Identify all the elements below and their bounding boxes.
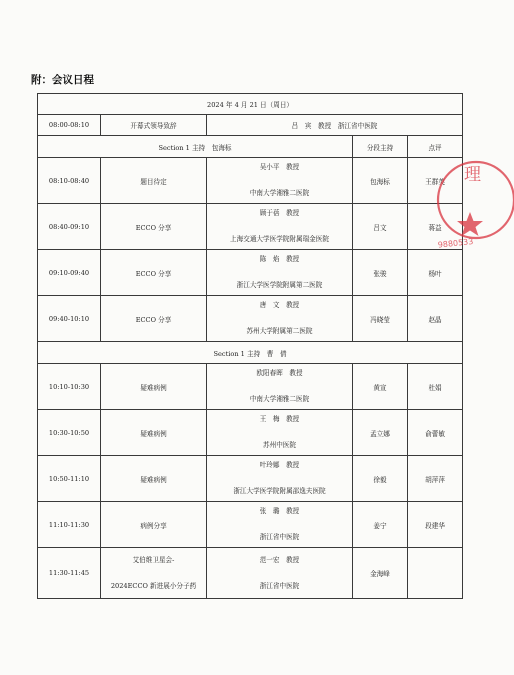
moderator-cell: 徐毅 xyxy=(353,456,408,502)
speaker-cell xyxy=(207,158,353,204)
speaker-name: 吴小平 教授 xyxy=(259,163,300,172)
speaker-org: 浙江省中医院 xyxy=(259,533,300,541)
topic-cell: 疑难病例 xyxy=(101,364,207,410)
table-row xyxy=(38,548,463,599)
topic-line-2: 2024ECCO 新进展小分子药 xyxy=(110,581,197,590)
speaker-name: 顾于蓓 教授 xyxy=(259,209,300,218)
moderator-cell: 黄宣 xyxy=(353,364,408,410)
speaker-org: 中南大学湘雅二医院 xyxy=(249,189,310,197)
moderator-cell: 包海标 xyxy=(353,158,408,204)
moderator-cell: 孟立娜 xyxy=(353,410,408,456)
commentator-cell: 杨叶 xyxy=(408,250,463,296)
table-row xyxy=(38,296,463,342)
time-cell: 08:10-08:40 xyxy=(38,158,101,204)
speaker-org: 浙江大学医学院附属邵逸夫医院 xyxy=(233,487,326,495)
speaker-name: 王 梅 教授 xyxy=(259,415,300,424)
topic-cell: 疑难病例 xyxy=(101,410,207,456)
topic-cell: ECCO 分享 xyxy=(101,296,207,342)
moderator-cell: 张骏 xyxy=(353,250,408,296)
speaker-name: 陈 焰 教授 xyxy=(259,255,300,264)
time-cell: 09:40-10:10 xyxy=(38,296,101,342)
moderator-header: 分段主持 xyxy=(353,136,408,158)
moderator-cell: 冯晓莹 xyxy=(353,296,408,342)
table-row xyxy=(38,364,463,410)
speaker-cell xyxy=(207,204,353,250)
time-cell: 10:30-10:50 xyxy=(38,410,101,456)
speaker-name: 范一宏 教授 xyxy=(259,555,300,564)
table-row xyxy=(38,158,463,204)
speaker-cell xyxy=(207,548,353,599)
commentator-cell: 俞蕾敏 xyxy=(408,410,463,456)
speaker-name: 唐 文 教授 xyxy=(259,301,300,310)
table-row xyxy=(38,456,463,502)
table-row xyxy=(38,410,463,456)
table-row xyxy=(38,204,463,250)
topic-cell: 开幕式领导致辞 xyxy=(101,115,207,136)
table-row xyxy=(38,502,463,548)
speaker-org: 中南大学湘雅二医院 xyxy=(249,395,310,403)
topic-cell: 疑难病例 xyxy=(101,456,207,502)
topic-line-1: 艾伯维卫星会- xyxy=(132,555,175,564)
time-cell: 10:50-11:10 xyxy=(38,456,101,502)
speaker-org: 浙江省中医院 xyxy=(259,581,300,590)
speaker-cell xyxy=(207,410,353,456)
moderator-cell: 姜宁 xyxy=(353,502,408,548)
topic-cell: 题目待定 xyxy=(101,158,207,204)
time-cell: 10:10-10:30 xyxy=(38,364,101,410)
seal-code: 9880533 xyxy=(437,236,474,250)
topic-cell: 病例分享 xyxy=(101,502,207,548)
topic-cell xyxy=(101,548,207,599)
speaker-name: 张 璐 教授 xyxy=(259,507,300,516)
commentator-cell: 王群英 xyxy=(408,158,463,204)
speaker-org: 上海交通大学医学院附属瑞金医院 xyxy=(230,235,329,243)
speaker-org: 浙江大学医学院附属第二医院 xyxy=(236,281,323,289)
speaker-org: 苏州中医院 xyxy=(263,441,296,449)
commentator-cell: 杜娟 xyxy=(408,364,463,410)
commentator-cell: 胡萍萍 xyxy=(408,456,463,502)
time-cell: 09:10-09:40 xyxy=(38,250,101,296)
speaker-cell xyxy=(207,502,353,548)
section-chair: Section 1 主持 包海标 xyxy=(38,136,353,158)
time-cell: 08:00-08:10 xyxy=(38,115,101,136)
commentator-cell: 赵晶 xyxy=(408,296,463,342)
time-cell: 11:10-11:30 xyxy=(38,502,101,548)
speaker-cell xyxy=(207,250,353,296)
date-row: 2024 年 4 月 21 日（周日） xyxy=(38,94,463,115)
schedule-table xyxy=(37,93,463,599)
page-heading: 附：会议日程 xyxy=(31,74,94,86)
time-cell: 08:40-09:10 xyxy=(38,204,101,250)
section-chair: Section 1 主持 曹 倩 xyxy=(38,342,463,364)
topic-cell: ECCO 分享 xyxy=(101,250,207,296)
speaker-name: 欧阳春晖 教授 xyxy=(256,369,303,378)
moderator-cell: 吕文 xyxy=(353,204,408,250)
commentator-cell: 段建华 xyxy=(408,502,463,548)
speaker-name: 叶玲娜 教授 xyxy=(259,461,300,470)
speaker-org: 苏州大学附属第二医院 xyxy=(246,327,313,335)
commentator-cell xyxy=(408,548,463,599)
commentator-header: 点评 xyxy=(408,136,463,158)
speaker-cell xyxy=(207,364,353,410)
table-row xyxy=(38,250,463,296)
commentator-cell: 蒋益 xyxy=(408,204,463,250)
seal-character: 理 xyxy=(464,165,481,185)
time-cell: 11:30-11:45 xyxy=(38,548,101,599)
speaker-cell xyxy=(207,456,353,502)
topic-cell: ECCO 分享 xyxy=(101,204,207,250)
opening-speaker: 吕 宾 教授 浙江省中医院 xyxy=(207,115,463,136)
moderator-cell: 金海峰 xyxy=(353,548,408,599)
speaker-cell xyxy=(207,296,353,342)
